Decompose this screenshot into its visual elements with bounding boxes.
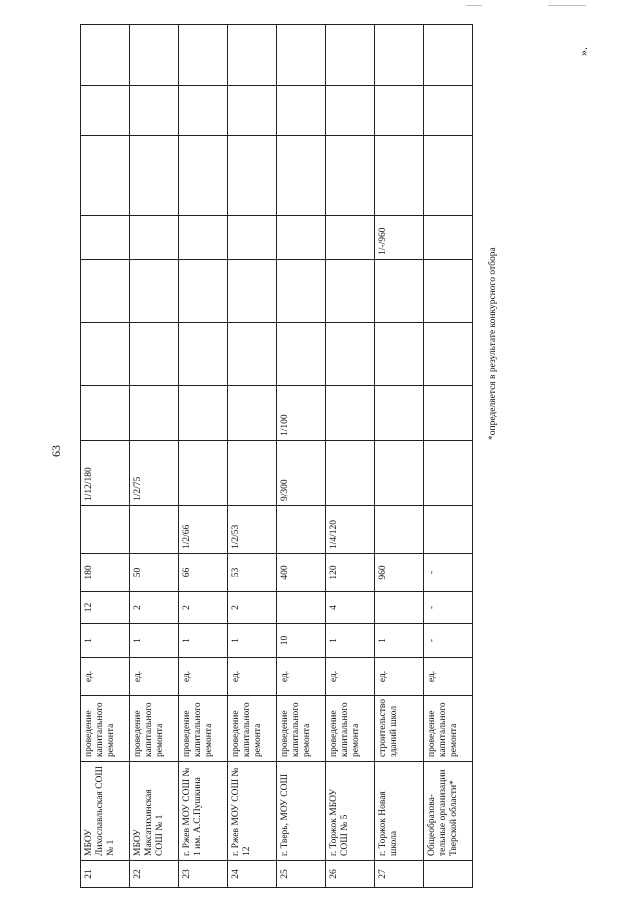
cell-c7 <box>81 323 130 386</box>
cell-c2: 2 <box>179 592 228 624</box>
cell-c9 <box>228 216 277 260</box>
cell-c4 <box>130 506 179 554</box>
cell-c6 <box>130 386 179 441</box>
cell-c7 <box>130 323 179 386</box>
cell-c1: 1 <box>130 624 179 658</box>
cell-c4 <box>375 506 424 554</box>
cell-c5 <box>375 441 424 506</box>
cell-c9 <box>179 216 228 260</box>
cell-c3: 66 <box>179 554 228 592</box>
cell-c4: 1/2/66 <box>179 506 228 554</box>
cell-work: проведение капитального ремонта <box>228 696 277 762</box>
table-row <box>277 25 326 888</box>
cell-c8 <box>424 260 473 323</box>
cell-n: 27 <box>375 861 424 888</box>
table-body <box>81 25 473 888</box>
scan-mark <box>466 5 482 6</box>
cell-work: проведение капитального ремонта <box>424 696 473 762</box>
cell-c11 <box>277 86 326 136</box>
table-row <box>81 25 130 888</box>
cell-c6 <box>375 386 424 441</box>
cell-c10 <box>375 136 424 216</box>
cell-c10 <box>130 136 179 216</box>
cell-object: МБОУ Лихославльская СОШ № 1 <box>81 762 130 861</box>
cell-c10 <box>228 136 277 216</box>
cell-c8 <box>179 260 228 323</box>
cell-c10 <box>326 136 375 216</box>
table-row <box>375 25 424 888</box>
cell-c3: 960 <box>375 554 424 592</box>
cell-c5: 1/12/180 <box>81 441 130 506</box>
cell-c8 <box>375 260 424 323</box>
cell-c4 <box>81 506 130 554</box>
cell-c9 <box>424 216 473 260</box>
cell-c10 <box>277 136 326 216</box>
cell-c1: 1 <box>179 624 228 658</box>
cell-c11 <box>228 86 277 136</box>
cell-c2 <box>277 592 326 624</box>
cell-c2: - <box>424 592 473 624</box>
cell-unit: ед. <box>179 658 228 696</box>
cell-c9 <box>277 216 326 260</box>
cell-c12 <box>179 25 228 86</box>
cell-c5 <box>228 441 277 506</box>
cell-work: проведение капитального ремонта <box>179 696 228 762</box>
cell-c7 <box>375 323 424 386</box>
footnote: *определяется в результате конкурсного отбора <box>488 247 498 440</box>
cell-c2: 2 <box>228 592 277 624</box>
cell-c2: 4 <box>326 592 375 624</box>
cell-work: строительство зданий школ <box>375 696 424 762</box>
cell-c2: 12 <box>81 592 130 624</box>
cell-c2 <box>375 592 424 624</box>
cell-work: проведение капитального ремонта <box>130 696 179 762</box>
cell-c6 <box>179 386 228 441</box>
page-number: 63 <box>49 445 63 457</box>
cell-object: г. Торжок МБОУ СОШ № 5 <box>326 762 375 861</box>
cell-c8 <box>81 260 130 323</box>
cell-n: 22 <box>130 861 179 888</box>
cell-c12 <box>277 25 326 86</box>
cell-c4 <box>277 506 326 554</box>
cell-n: 21 <box>81 861 130 888</box>
cell-c1: - <box>424 624 473 658</box>
cell-c12 <box>228 25 277 86</box>
cell-c10 <box>179 136 228 216</box>
cell-c3: 400 <box>277 554 326 592</box>
cell-c8 <box>277 260 326 323</box>
cell-c10 <box>424 136 473 216</box>
cell-c12 <box>424 25 473 86</box>
scan-mark <box>548 5 586 6</box>
cell-c1: 1 <box>228 624 277 658</box>
cell-unit: ед. <box>375 658 424 696</box>
objects-table <box>80 24 473 888</box>
cell-unit: ед. <box>130 658 179 696</box>
cell-c8 <box>130 260 179 323</box>
cell-object: г. Ржев МОУ СОШ № 1 им. А.С.Пушкина <box>179 762 228 861</box>
cell-work: проведение капитального ремонта <box>277 696 326 762</box>
cell-unit: ед. <box>326 658 375 696</box>
cell-c5 <box>179 441 228 506</box>
cell-c6 <box>424 386 473 441</box>
cell-n: 23 <box>179 861 228 888</box>
cell-c10 <box>81 136 130 216</box>
cell-c3: - <box>424 554 473 592</box>
cell-c11 <box>326 86 375 136</box>
cell-c8 <box>228 260 277 323</box>
cell-unit: ед. <box>228 658 277 696</box>
cell-object: г. Ржев МОУ СОШ № 12 <box>228 762 277 861</box>
table-row <box>130 25 179 888</box>
cell-c6 <box>326 386 375 441</box>
table-row <box>326 25 375 888</box>
cell-c5 <box>326 441 375 506</box>
cell-c7 <box>179 323 228 386</box>
cell-c12 <box>81 25 130 86</box>
cell-c11 <box>375 86 424 136</box>
cell-object: МБОУ Максатихинская СОШ № 1 <box>130 762 179 861</box>
cell-c2: 2 <box>130 592 179 624</box>
cell-c4: 1/2/53 <box>228 506 277 554</box>
table-row <box>179 25 228 888</box>
cell-c1: 1 <box>375 624 424 658</box>
cell-n <box>424 861 473 888</box>
cell-c3: 50 <box>130 554 179 592</box>
cell-c1: 1 <box>81 624 130 658</box>
cell-c3: 120 <box>326 554 375 592</box>
table-row <box>424 25 473 888</box>
cell-c6 <box>81 386 130 441</box>
cell-c11 <box>130 86 179 136</box>
cell-c1: 1 <box>326 624 375 658</box>
cell-n: 24 <box>228 861 277 888</box>
cell-n: 25 <box>277 861 326 888</box>
cell-c11 <box>179 86 228 136</box>
cell-unit: ед. <box>424 658 473 696</box>
cell-c6 <box>228 386 277 441</box>
cell-c5: 9/300 <box>277 441 326 506</box>
cell-n: 26 <box>326 861 375 888</box>
cell-c12 <box>375 25 424 86</box>
cell-work: проведение капитального ремонта <box>326 696 375 762</box>
cell-c9 <box>81 216 130 260</box>
cell-c3: 53 <box>228 554 277 592</box>
cell-c5: 1/2/75 <box>130 441 179 506</box>
cell-c11 <box>81 86 130 136</box>
cell-c4 <box>424 506 473 554</box>
cell-object: г. Тверь, МОУ СОШ <box>277 762 326 861</box>
cell-unit: ед. <box>277 658 326 696</box>
cell-c7 <box>228 323 277 386</box>
cell-unit: ед. <box>81 658 130 696</box>
cell-c5 <box>424 441 473 506</box>
cell-c3: 180 <box>81 554 130 592</box>
cell-object: Общеобразова-тельные организации Тверской области* <box>424 762 473 861</box>
cell-c7 <box>277 323 326 386</box>
cell-c1: 10 <box>277 624 326 658</box>
closing-quote: ». <box>576 47 590 56</box>
cell-object: г. Торжок Новая школа <box>375 762 424 861</box>
cell-c7 <box>424 323 473 386</box>
cell-work: проведение капитального ремонта <box>81 696 130 762</box>
cell-c6: 1/100 <box>277 386 326 441</box>
cell-c8 <box>326 260 375 323</box>
cell-c7 <box>326 323 375 386</box>
cell-c4: 1/4/120 <box>326 506 375 554</box>
cell-c12 <box>326 25 375 86</box>
cell-c9 <box>130 216 179 260</box>
cell-c9 <box>326 216 375 260</box>
table-row <box>228 25 277 888</box>
cell-c9: 1/-/960 <box>375 216 424 260</box>
cell-c11 <box>424 86 473 136</box>
cell-c12 <box>130 25 179 86</box>
